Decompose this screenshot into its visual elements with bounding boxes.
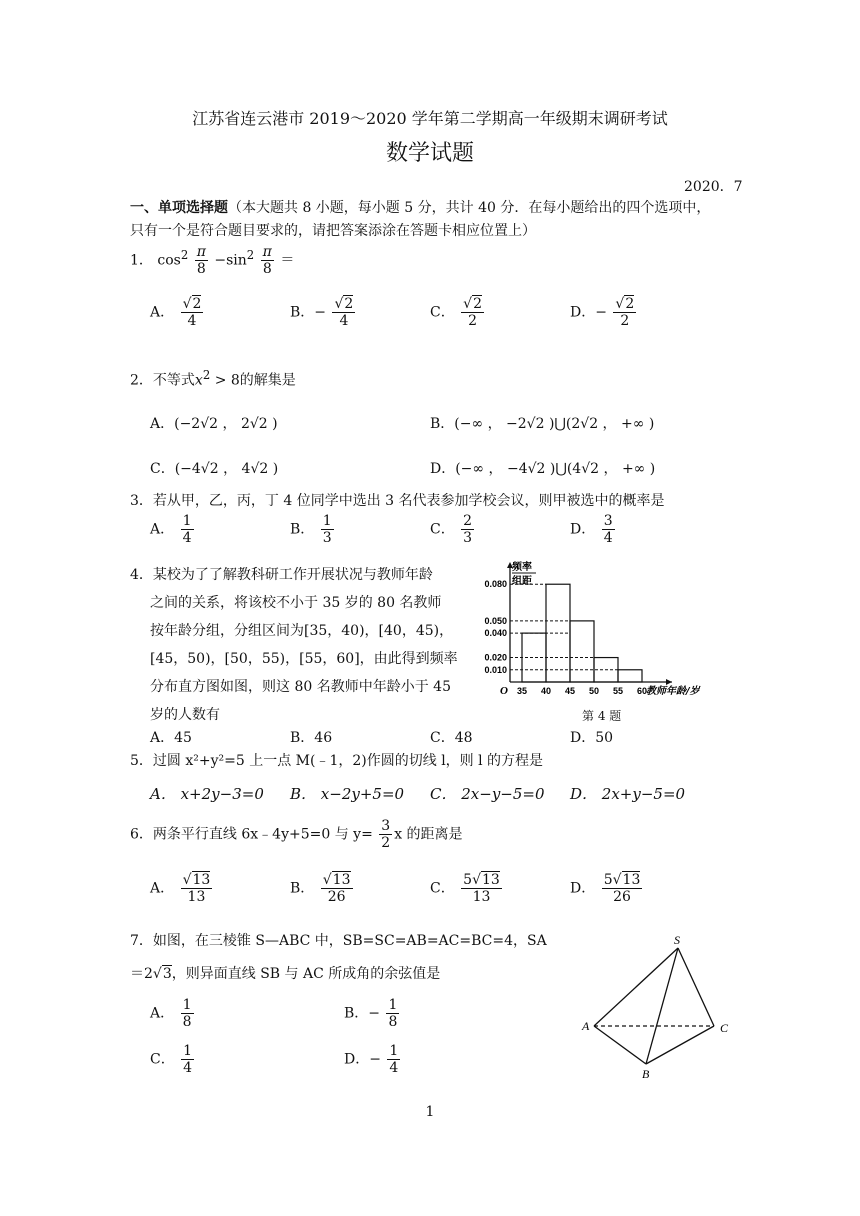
q3-b-frac <box>321 513 334 546</box>
q1-c-frac: $\frac{√2}{2}$ <box>463 296 483 330</box>
q1-minus: − <box>214 252 227 269</box>
q6-stem-pre: 两条平行直线 6x﹣4y+5=0 与 y= <box>152 826 373 843</box>
q6-c-coef: 5 <box>463 872 473 888</box>
q1-cos: cos <box>157 252 181 269</box>
q3-a-frac <box>181 513 194 546</box>
histogram-bar <box>570 621 594 682</box>
q7-a-label: A． <box>150 1005 175 1022</box>
q7-d-sign: − <box>369 1051 381 1068</box>
question-5-stem <box>130 750 543 770</box>
q4-option-d: D．50 <box>570 730 614 746</box>
q7-option-a <box>150 997 196 1030</box>
q7-line2-post: ，则异面直线 SB 与 AC 所成角的余弦值是 <box>171 966 441 982</box>
exam-date: 2020．7 <box>684 179 743 195</box>
x-tick-label: 45 <box>564 686 576 696</box>
q1-pi-2: π <box>262 244 272 260</box>
q7-option-d <box>344 1043 402 1076</box>
origin-label: O <box>500 685 508 697</box>
q6-stem-post: x 的距离是 <box>394 826 463 843</box>
edge-sa <box>594 948 678 1026</box>
q1-den-1: 8 <box>196 261 206 278</box>
q3-c-label: C． <box>430 521 455 538</box>
q7-c-frac <box>181 1043 194 1076</box>
x-axis-label: 教师年龄/岁 <box>646 686 700 697</box>
q6-d-den: 26 <box>613 889 631 906</box>
q1-d-label: D． <box>570 304 596 321</box>
q1-option-b <box>290 296 357 329</box>
q1-d-den: 2 <box>620 313 630 330</box>
q1-option-a <box>150 296 205 329</box>
q2-number: 2． <box>130 372 153 389</box>
q1-b-sign: − <box>314 304 327 321</box>
q7-b-den: 8 <box>388 1014 398 1031</box>
page-number: 1 <box>425 1104 435 1120</box>
q3-option-a <box>150 513 196 546</box>
q3-number: 3． <box>130 493 153 509</box>
q7-line-1 <box>130 930 547 950</box>
q1-b-label: B． <box>290 304 315 321</box>
q2-option-c: C．(−4√2 ， 4√2 ) <box>150 461 279 477</box>
q5-option-b: B． x−2y+5=0 <box>290 785 405 803</box>
tetrahedron-figure <box>580 930 740 1080</box>
q7-option-c <box>150 1043 196 1076</box>
q6-option-c <box>430 872 504 905</box>
q3-d-num: 3 <box>603 513 613 529</box>
q2-option-b: B．(−∞ ， −2√2 )⋃(2√2 ， +∞ ) <box>430 416 655 432</box>
q1-den-2: 8 <box>262 261 272 278</box>
q3-c-frac <box>461 513 474 546</box>
q7-number: 7． <box>130 933 153 949</box>
q4-line-6: 岁的人数有 <box>150 707 220 723</box>
q6-a-frac: $\frac{√13}{13}$ <box>182 872 211 906</box>
q1-b-root: 2 <box>344 296 354 312</box>
q5-number: 5． <box>130 753 153 769</box>
q3-c-den: 3 <box>463 530 473 547</box>
edge-sc <box>678 948 714 1026</box>
section-desc-2: 只有一个是符合题目要求的，请把答案添涂在答题卡相应位置上） <box>130 223 536 239</box>
q3-stem-text: 若从甲，乙，丙，丁 4 位同学中选出 3 名代表参加学校会议，则甲被选中的概率是 <box>152 493 665 509</box>
q3-d-frac <box>602 513 615 546</box>
q6-d-label: D． <box>570 880 596 897</box>
q7-c-num: 1 <box>183 1043 193 1059</box>
section-heading <box>130 197 710 217</box>
q4-line-5: 分布直方图如图，则这 80 名教师中年龄小于 45 <box>150 679 451 695</box>
q2-var: x <box>194 372 203 389</box>
q7-a-frac <box>181 997 194 1030</box>
q4-line-1-text: 某校为了了解教科研工作开展状况与教师年龄 <box>152 567 433 583</box>
q6-option-b <box>290 872 355 905</box>
q1-option-c <box>430 296 486 329</box>
q6-d-root: 13 <box>622 872 641 888</box>
section-desc-1: （本大题共 8 小题，每小题 5 分，共计 40 分．在每小题给出的四个选项中， <box>228 200 711 216</box>
x-tick-label: 35 <box>516 686 528 696</box>
q7-option-b <box>344 997 401 1030</box>
vertex-label-s: S <box>674 933 680 947</box>
section-title: 一、单项选择题 <box>130 200 228 216</box>
q2-option-a: A．(−2√2 ， 2√2 ) <box>150 416 278 432</box>
vertex-label-b: B <box>642 1067 650 1080</box>
x-tick-label: 60 <box>636 686 648 696</box>
q7-a-num: 1 <box>182 997 192 1013</box>
q4-line-2: 之间的关系，将该校不小于 35 岁的 80 名教师 <box>150 595 442 611</box>
edge-bc <box>646 1026 714 1064</box>
q7-b-frac <box>386 997 399 1030</box>
q1-b-frac: $\frac{√2}{4}$ <box>334 296 354 330</box>
q6-option-a <box>150 872 214 905</box>
q4-option-a: A．45 <box>150 730 192 746</box>
question-3-stem <box>130 490 665 510</box>
q1-c-root: 2 <box>473 296 483 312</box>
q4-option-c: C．48 <box>430 730 473 746</box>
q6-frac-den: 2 <box>381 835 391 852</box>
q7-b-label: B． <box>344 1005 369 1022</box>
vertex-label-c: C <box>720 1021 729 1035</box>
q3-a-num: 1 <box>182 513 192 529</box>
question-2-stem <box>130 368 296 390</box>
q3-c-num: 2 <box>463 513 473 529</box>
q7-d-label: D． <box>344 1051 370 1068</box>
q7-b-num: 1 <box>388 997 398 1013</box>
q1-c-den: 2 <box>468 313 478 330</box>
q3-d-den: 4 <box>603 530 613 547</box>
frequency-histogram <box>470 556 740 708</box>
q2-sup: 2 <box>202 368 211 382</box>
y-tick-label: 0.020 <box>484 652 507 663</box>
q4-line-3: 按年龄分组，分组区间为[35，40)，[40，45)， <box>150 623 454 639</box>
edge-ab <box>594 1026 646 1064</box>
q1-d-root: 2 <box>625 296 635 312</box>
q4-number: 4． <box>130 567 153 583</box>
q6-d-coef: 5 <box>603 872 613 888</box>
q3-option-d <box>570 513 617 546</box>
q6-frac <box>379 818 392 851</box>
q1-frac-2 <box>261 244 274 277</box>
edge-sb <box>646 948 678 1064</box>
q7-line2-root: 3 <box>162 966 172 982</box>
q3-b-den: 3 <box>322 530 332 547</box>
q7-b-sign: − <box>368 1005 381 1022</box>
q1-sin: sin <box>226 252 247 269</box>
q3-d-label: D． <box>570 521 596 538</box>
q6-c-frac: $\frac{5√13}{13}$ <box>463 872 500 906</box>
q6-c-root: 13 <box>482 872 500 888</box>
y-tick-label: 0.080 <box>484 579 507 590</box>
q6-frac-num: 3 <box>381 818 391 834</box>
q1-option-d <box>570 296 638 329</box>
q4-line-4: [45，50)，[50，55)，[55，60]，由此得到频率 <box>150 651 458 667</box>
q1-sup-1: 2 <box>180 247 189 262</box>
q7-line2-pre: ＝2 <box>130 966 153 982</box>
q6-a-label: A． <box>150 880 175 897</box>
q3-a-den: 4 <box>182 530 192 547</box>
q3-b-label: B． <box>290 521 315 538</box>
q6-option-d <box>570 872 644 905</box>
q1-d-frac: $\frac{√2}{2}$ <box>615 296 635 330</box>
q7-d-den: 4 <box>389 1060 399 1077</box>
q3-a-label: A． <box>150 521 175 538</box>
q6-b-root: 13 <box>332 872 351 888</box>
q5-option-a: A． x+2y−3=0 <box>150 785 264 803</box>
q3-option-b <box>290 513 336 546</box>
q4-line-1 <box>130 564 433 584</box>
q3-option-c <box>430 513 476 546</box>
q1-sup-2: 2 <box>246 247 255 262</box>
q7-line-1-text: 如图，在三棱锥 S—ABC 中，SB=SC=AB=AC=BC=4，SA <box>152 933 547 949</box>
q6-number: 6． <box>130 826 153 843</box>
exam-title: 江苏省连云港市 2019～2020 学年第二学期高一年级期末调研考试 <box>192 109 668 128</box>
q6-c-label: C． <box>430 880 455 897</box>
q1-pi-1: π <box>196 244 206 260</box>
q1-a-root: 2 <box>192 296 202 312</box>
q4-option-b: B．46 <box>290 730 333 746</box>
q6-b-label: B． <box>290 880 315 897</box>
q7-c-label: C． <box>150 1051 175 1068</box>
question-6-stem <box>130 818 463 851</box>
q7-d-num: 1 <box>389 1043 399 1059</box>
x-tick-label: 50 <box>588 686 600 696</box>
q1-a-frac: $\frac{√2}{4}$ <box>182 296 202 330</box>
q7-line-2: ＝2√3，则异面直线 SB 与 AC 所成角的余弦值是 <box>130 966 441 982</box>
q1-c-label: C． <box>430 304 455 321</box>
y-axis-label-top: 频率 <box>512 562 532 573</box>
q2-option-d: D．(−∞ ， −4√2 )⋃(4√2 ， +∞ ) <box>430 461 656 477</box>
question-1-stem <box>130 244 294 277</box>
q1-d-sign: − <box>595 304 607 321</box>
q6-c-den: 13 <box>472 889 491 906</box>
y-axis-label-bottom: 组距 <box>512 576 532 587</box>
vertex-label-a: A <box>582 1019 590 1033</box>
q1-equals: ＝ <box>280 252 295 269</box>
q1-number: 1． <box>130 252 153 269</box>
x-axis-arrow <box>666 679 672 685</box>
x-tick-label: 55 <box>612 686 624 696</box>
q6-d-frac: $\frac{5√13}{26}$ <box>603 872 641 906</box>
q2-stem-pre: 不等式 <box>152 372 195 389</box>
q3-b-num: 1 <box>322 513 332 529</box>
q6-a-den: 13 <box>187 889 206 906</box>
q6-a-root: 13 <box>192 872 211 888</box>
q1-a-den: 4 <box>187 313 197 330</box>
q4-figure-caption: 第 4 题 <box>582 709 622 723</box>
histogram-bar <box>618 670 642 682</box>
q7-c-den: 4 <box>183 1060 193 1077</box>
x-tick-label: 40 <box>540 686 552 696</box>
q5-option-c: C． 2x−y−5=0 <box>430 785 545 803</box>
y-tick-label: 0.040 <box>484 628 507 639</box>
q7-d-frac <box>387 1043 400 1076</box>
q2-stem-post: > 8的解集是 <box>210 372 296 389</box>
y-tick-label: 0.010 <box>484 664 507 675</box>
q7-a-den: 8 <box>182 1014 192 1031</box>
q1-a-label: A． <box>150 304 175 321</box>
q1-b-den: 4 <box>339 313 349 330</box>
q5-stem-text: 过圆 x²+y²=5 上一点 M(﹣1，2)作圆的切线 l，则 l 的方程是 <box>152 753 544 769</box>
q5-option-d: D． 2x+y−5=0 <box>570 785 686 803</box>
subject-title: 数学试题 <box>385 141 474 166</box>
q6-b-frac: $\frac{√13}{26}$ <box>322 872 351 906</box>
q6-b-den: 26 <box>327 889 346 906</box>
y-tick-label: 0.050 <box>484 615 507 626</box>
q1-frac-1 <box>195 244 208 277</box>
